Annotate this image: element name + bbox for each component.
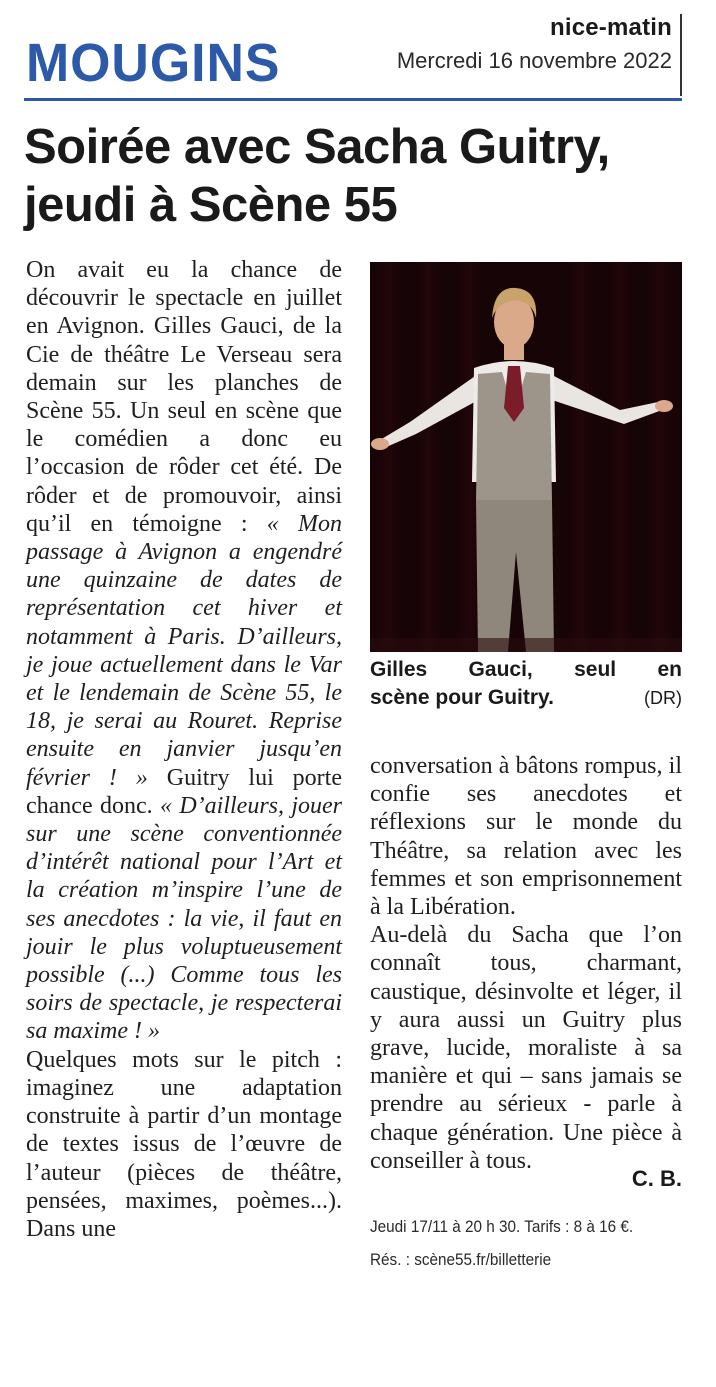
quote-1: « Mon passage à Avignon a engendré une quinzaine de dates de représentation cet hiver et notamment à Paris. D’ailleurs, je joue actuellement dans le Var et le lendemain de Scène 55, le 18, je serai au Rouret. Reprise ensuite en janvier jusqu’en février ! »: [26, 510, 342, 791]
author-signature: C. B.: [631, 1166, 682, 1191]
event-info-line: Jeudi 17/11 à 20 h 30. Tarifs : 8 à 16 €.: [370, 1217, 634, 1236]
paragraph-text: On avait eu la chance de découvrir le spectacle en juillet en Avignon. Gilles Gauci, de la Cie de théâtre Le Verseau sera demain sur les planches de Scène 55. Un seul en scène que le comédien a donc eu l’occasion de rôder cet été. De rôder et de promouvoir, ainsi qu’il en témoigne :: [26, 257, 342, 537]
section-title: MOUGINS: [26, 33, 281, 93]
paragraph-text: Guitry lui porte chance donc.: [26, 764, 342, 819]
caption-line-1: Gilles Gauci, seul en: [370, 658, 682, 681]
article-paragraph-3: conversation à bâtons rompus, il confie ses anecdotes et réflexions sur le monde du Théâtre, sa relation avec les femmes et son emprisonnement à la Libération.: [370, 753, 682, 921]
masthead-divider: [680, 14, 682, 96]
article-photo: [370, 262, 682, 652]
photo-credit: (DR): [644, 688, 682, 708]
newspaper-brand: nice-matin: [549, 14, 672, 41]
article-paragraph-4: Au-delà du Sacha que l’on connaît tous, charmant, caustique, désinvolte et léger, il y aura aussi un Guitry plus grave, lucide, moraliste à sa manière et qui – sans jamais se prendre au sérieux - parle à chaque génération. Une pièce à conseiller à tous.: [370, 922, 682, 1174]
publication-date: Mercredi 16 novembre 2022: [396, 48, 672, 73]
article-column-right: [370, 752, 682, 1175]
quote-2: « D’ailleurs, jouer sur une scène conventionnée d’intérêt national pour l’Art et la création m’inspire l’une de ses anecdotes : la vie, il faut en jouir le plus voluptueusement possible (...) Comme tous les soirs de spectacle, je respecterai sa maxime ! »: [26, 792, 343, 1045]
masthead-rule: [24, 98, 682, 101]
article-column-left: [26, 256, 342, 1243]
booking-info-line: Rés. : scène55.fr/billetterie: [370, 1250, 552, 1269]
photo-caption: [370, 656, 682, 712]
actor-on-stage-illustration: [370, 262, 682, 652]
article-paragraph-2: Quelques mots sur le pitch : imaginez une adaptation construite à partir d’un montage de textes issus de l’œuvre de l’auteur (pièces de théâtre, pensées, maximes, poèmes...). Dans une: [26, 1046, 342, 1242]
article-paragraph-1: [26, 256, 342, 1046]
article-headline: Soirée avec Sacha Guitry, jeudi à Scène 55: [24, 120, 610, 232]
caption-line-2: scène pour Guitry.: [370, 686, 554, 709]
